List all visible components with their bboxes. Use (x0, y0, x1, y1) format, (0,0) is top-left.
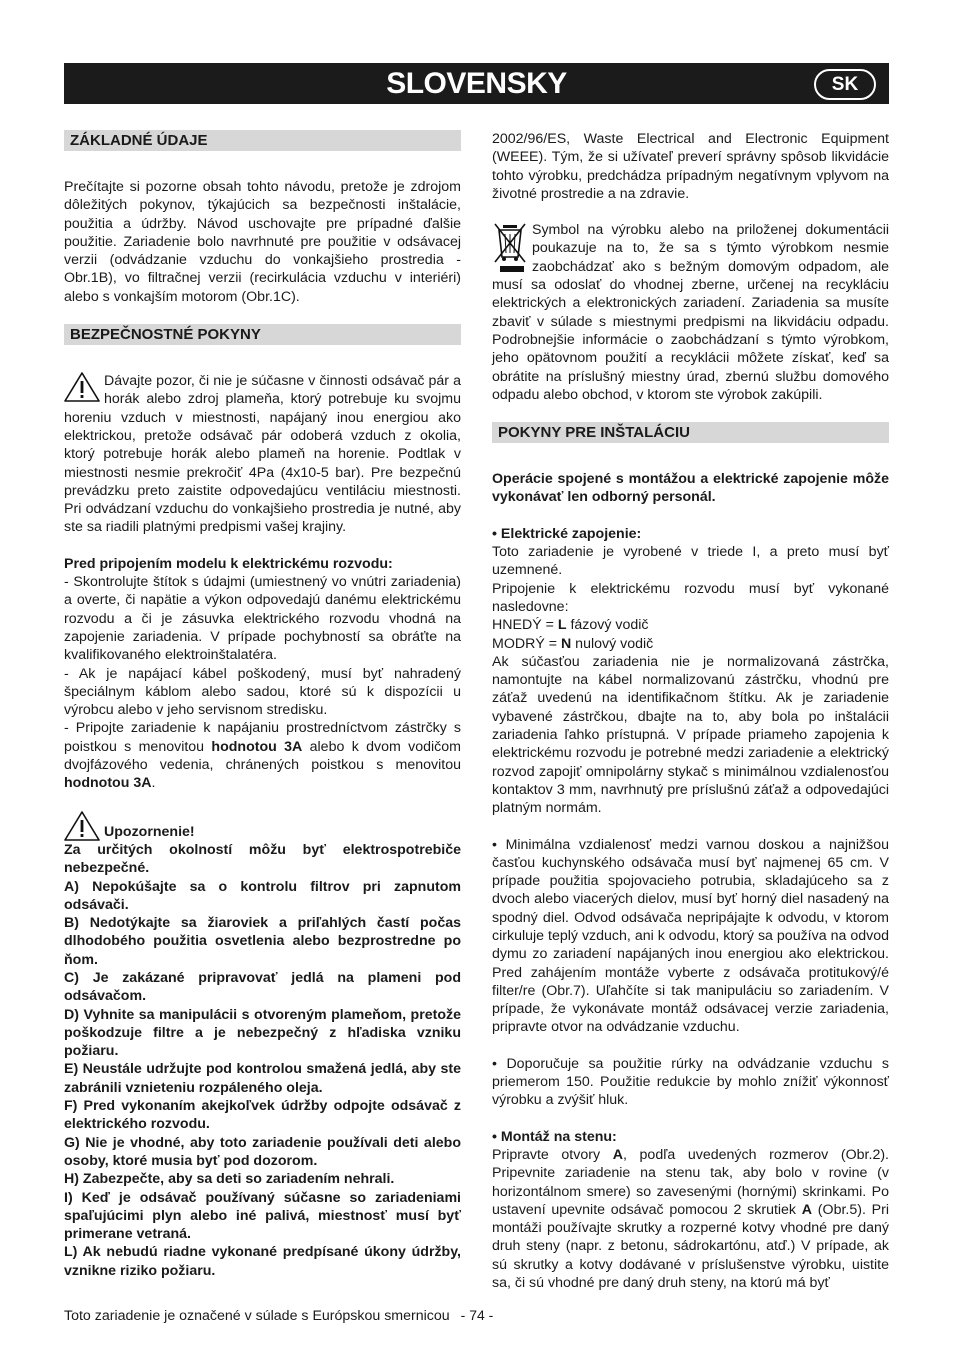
weee-continued: 2002/96/ES, Waste Electrical and Electronic Equipment (WEEE). Tým, že si užívateľ preverí správny spôsob likvidácie tohto výrobku, predchádza prípadným negatívnym vplyvom na životné prostredie a na zdravie. (492, 131, 889, 202)
section-header-basic-info: ZÁKLADNÉ ÚDAJE (64, 130, 461, 151)
caution-item: F) Pred vykonaním akejkoľvek údržby odpojte odsávač z elektrického rozvodu. (64, 1098, 461, 1133)
crossed-bin-icon (492, 221, 528, 273)
electrical-text-1: Toto zariadenie je vyrobené v triede I, a preto musí byť uzemnené. (492, 544, 889, 579)
blue-wire: MODRÝ = N nulový vodič (492, 635, 654, 652)
connect-item-3: - Pripojte zariadenie k napájaniu prostredníctvom zástrčky s poistkou s menovitou hodnotou 3A alebo k dvom vodičom dvojfázového vedenia, chránených poistkou s menovitou hodnotou 3A. (64, 720, 461, 792)
caution-item: Za určitých okolností môžu byť elektrospotrebiče nebezpečné. (64, 841, 461, 877)
caution-item: B) Nedotýkajte sa žiaroviek a priľahlých častí počas dlhodobého použitia osvetlenia alebo bezprostredne po ňom. (64, 915, 461, 968)
caution-item: I) Keď je odsávač používaný súčasne so zariadeniami spaľujúcimi plyn alebo iné palivá, miestnosť musí byť primerane vetraná. (64, 1189, 461, 1243)
warning-triangle-icon (64, 811, 100, 841)
electrical-text-2: Pripojenie k elektrickému rozvodu musí byť vykonané nasledovne: (492, 580, 889, 615)
warning-triangle-icon (64, 372, 100, 402)
language-banner (64, 63, 889, 104)
pipe-paragraph: • Doporučuje sa použitie rúrky na odvádzanie vzduchu s priemerom 150. Použitie redukcie by mohlo znížiť výkonnosť výrobku a zvýšiť hluk. (492, 1055, 889, 1109)
caution-block (64, 811, 461, 841)
distance-paragraph: • Minimálna vzdialenosť medzi varnou doskou a najnižšou časťou kuchynského odsávača musí byť najmenej 65 cm. V prípade použitia spojovacieho potrubia, skladajúceho sa z dvoch alebo viacerých dielov, musí byť horný diel nasadený na spodný diel. Odvod odsávača nepripájajte k odvodu, v ktorom cirkuluje teplý vzduch, ani k odvodu, ktorý sa používa na odvod dymu zo zariadení napájaných inou energiou ako elektrickou. Pred zahájením montáže vyberte z odsávača protitukový/é filter/re (Obr.7). Uľahčíte si tak manipuláciu so zariadením. V prípade, že vykonávate montáž odsávacej verzie zariadenia, pripravte otvor na odvádzanie vzduchu. (492, 836, 889, 1036)
caution-item: L) Ak nebudú riadne vykonané predpísané úkony údržby, vznikne riziko požiaru. (64, 1244, 461, 1279)
warning-text: Dávajte pozor, či nie je súčasne v činnosti odsávač pár a horák alebo zdroj plameňa, ktorý potrebuje ku svojmu horeniu vzduch v miestnosti, napájaný inou energiou ako elektrickou, pretože odsávač pár odoberá vzduch z okolia, ktorý potrebuje horák alebo plameň na horenie. Podtlak v miestnosti nesmie prekročiť 4Pa (4x10-5 bar). Pre bezpečnú prevádzku preto zaistite odpovedajúcu ventiláciu miestnosti. Pri odvádzaní vzduchu do vonkajšieho prostredia je nutné, aby ste sa riadili platnými predpismi vašej krajiny. (64, 373, 461, 536)
connect-title: Pred pripojením modelu k elektrickému rozvodu: (64, 555, 393, 572)
page-title: SLOVENSKY (386, 67, 567, 100)
brown-wire: HNEDÝ = L fázový vodič (492, 617, 649, 634)
caution-item: H) Zabezpečte, aby sa deti so zariadením nehrali. (64, 1171, 395, 1188)
language-badge: SK (814, 69, 876, 100)
caution-item: E) Neustále udržujte pod kontrolou smažená jedlá, aby ste zabránili vznieteniu rozpáleného oleja. (64, 1061, 461, 1096)
right-column (492, 130, 889, 1292)
marking-text: Toto zariadenie je označené v súlade s Európskou smernicou (64, 1308, 450, 1325)
caution-item: G) Nie je vhodné, aby toto zariadenie používali deti alebo osoby, ktoré musia byť pod dozorom. (64, 1134, 461, 1169)
connect-item-1: - Skontrolujte štítok s údajmi (umiestnený vo vnútri zariadenia) a overte, či napätie a výkon odpovedajú danému elektrickému rozvodu a či je zásuvka elektrického rozvodu vhodná na zapojenie zariadenia. V prípade pochybností sa obráťte na kvalifikovaného elektroinštalatéra. (64, 574, 461, 664)
caution-item: A) Nepokúšajte sa o kontrolu filtrov pri zapnutom odsávači. (64, 878, 461, 913)
section-header-safety: BEZPEČNOSTNÉ POKYNY (64, 324, 461, 345)
intro-paragraph: Prečítajte si pozorne obsah tohto návodu, pretože je zdrojom dôležitých pokynov, týkajúcich sa bezpečnosti inštalácie, použitia a údržby. Návod uschovajte pre prípadné ďalšie použitie. Zariadenie bolo navrhnuté pre použitie v odsávacej verzii (odvádzanie vzduchu do vonkajšieho prostredia - Obr.1B), vo filtračnej verzii (recirkulácia vzduchu v interiéri) alebo s vonkajším motorom (Obr.1C). (64, 179, 461, 305)
electrical-text-3: Ak súčasťou zariadenia nie je normalizovaná zástrčka, namontujte na kábel normalizovanú zástrčku, vhodnú pre záťaž uvedenú na identifikačnom štítku. Ak je zariadenie vybavené zástrčkou, dbajte na to, aby bola po inštalácii zariadenia ľahko prístupná. V prípade priameho zapojenia k elektrickému rozvodu je potrebné medzi zariadenie a elektrický rozvod zapojiť omnipolárny stykač s minimálnou vzdialenosťou kontaktov 3 mm, navrhnutý pre príslušnú záťaž a odpovedajúci platným normám. (492, 653, 889, 817)
staff-note: Operácie spojené s montážou a elektrické zapojenie môže vykonávať len odborný personál. (492, 471, 889, 506)
page-number: - 74 - (460, 1307, 494, 1323)
connect-item-2: - Ak je napájací kábel poškodený, musí byť nahradený špeciálnym káblom alebo sadou, ktoré sú k dispozícii u výrobcu alebo v jeho servisnom stredisku. (64, 665, 461, 719)
caution-item: C) Je zakázané pripravovať jedlá na plameni pod odsávačom. (64, 969, 461, 1005)
wall-mount-text: Pripravte otvory A, podľa uvedených rozmerov (Obr.2). Pripevnite zariadenie na stenu tak, aby bolo v rovine (v horizontálnom smere) so zavesenými (hornými) skrinkami. Po ustavení upevnite odsávač pomocou 2 skrutiek A (Obr.5). Pri montáži používajte skrutky a rozperné kotvy vhodné pre daný druh steny (napr. z betonu, sádrokartónu, atď.) V prípade, ak sú skrutky a kotvy dodávané v príslušenstve výrobku, uistite sa, či sú vhodné pre daný druh steny, na ktorú má byť (492, 1146, 890, 1292)
warning-paragraph (64, 372, 461, 537)
weee-symbol-paragraph (492, 221, 889, 404)
left-column (64, 130, 461, 1325)
wall-mount-title: • Montáž na stenu: (492, 1128, 617, 1145)
section-header-installation: POKYNY PRE INŠTALÁCIU (492, 422, 889, 443)
weee-symbol-text: Symbol na výrobku alebo na priloženej dokumentácii poukazuje na to, že sa s týmto výrobkom nesmie zaobchádzať ako s bežným domovým odpadom, ale musí sa odoslať do vhodnej zberne, určenej na recykláciu elektrických a elektronických zariadení. Zariadenia sa musíte zbaviť v súlade s miestnymi predpismi na likvidáciu odpadu. Podrobnejšie informácie o zaobchádzaní s týmto výrobkom, jeho opätovnom použití a recyklácii môžete získať, keď sa obrátite na príslušný miestny úrad, zbernú službu domového odpadu alebo obchod, v ktorom ste výrobok zakúpili. (492, 222, 889, 403)
caution-item: D) Vyhnite sa manipulácii s otvoreným plameňom, pretože poškodzuje filtre a je nebezpečný z hľadiska vzniku požiaru. (64, 1006, 461, 1060)
caution-title: Upozornenie! (104, 823, 195, 840)
electrical-title: • Elektrické zapojenie: (492, 525, 642, 542)
